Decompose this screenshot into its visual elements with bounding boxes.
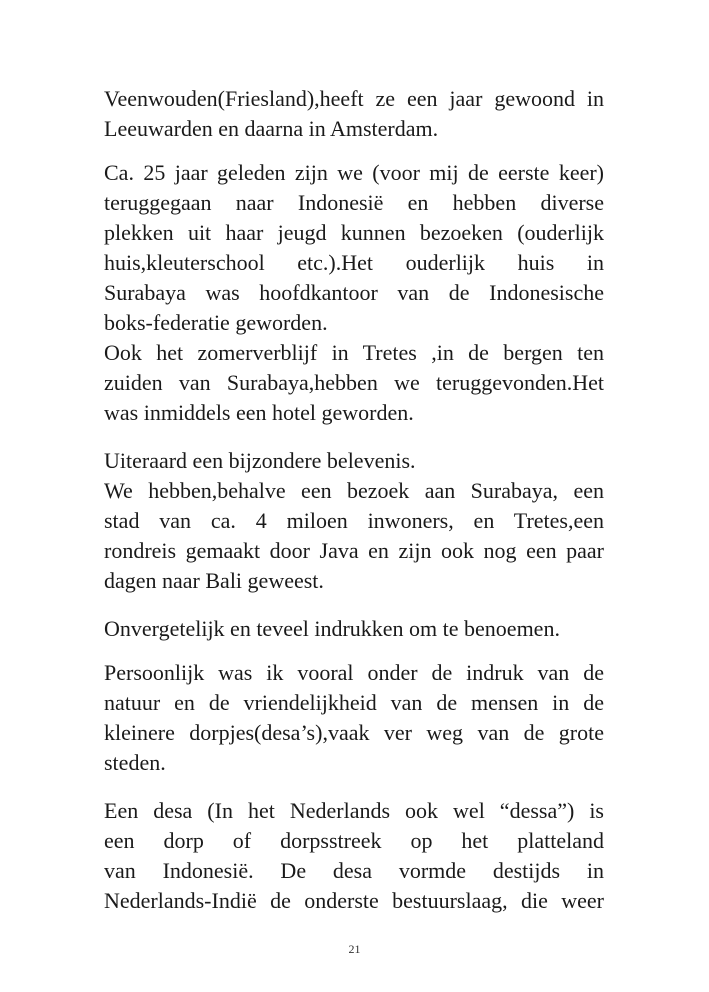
- text-line: Persoonlijk was ik vooral onder de indruk van de: [104, 660, 604, 685]
- text-line: van Indonesië. De desa vormde destijds in: [104, 858, 604, 883]
- text-line: Ook het zomerverblijf in Tretes ,in de bergen ten: [104, 340, 604, 365]
- text-line: Veenwouden(Friesland),heeft ze een jaar gewoond in: [104, 86, 604, 111]
- page-number: 21: [348, 942, 361, 956]
- text-line: Onvergetelijk en teveel indrukken om te benoemen.: [104, 616, 560, 641]
- text-line: Ca. 25 jaar geleden zijn we (voor mij de eerste keer): [104, 160, 604, 185]
- text-line: dagen naar Bali geweest.: [104, 568, 324, 593]
- text-line: huis,kleuterschool etc.).Het ouderlijk huis in: [104, 250, 604, 275]
- text-line: natuur en de vriendelijkheid van de mensen in de: [104, 690, 604, 715]
- text-line: een dorp of dorpsstreek op het platteland: [104, 828, 604, 853]
- text-line: Surabaya was hoofdkantoor van de Indonesische: [104, 280, 604, 305]
- text-line: stad van ca. 4 miloen inwoners, en Tretes,een: [104, 508, 604, 533]
- text-line: teruggegaan naar Indonesië en hebben diverse: [104, 190, 604, 215]
- text-line: was inmiddels een hotel geworden.: [104, 400, 414, 425]
- text-line: steden.: [104, 750, 166, 775]
- text-line: Leeuwarden en daarna in Amsterdam.: [104, 116, 439, 141]
- text-line: Nederlands-Indië de onderste bestuurslaag, die weer: [104, 888, 604, 913]
- text-line: rondreis gemaakt door Java en zijn ook nog een paar: [104, 538, 604, 563]
- text-line: boks-federatie geworden.: [104, 310, 328, 335]
- text-line: Uiteraard een bijzondere belevenis.: [104, 448, 416, 473]
- text-line: Een desa (In het Nederlands ook wel “dessa”) is: [104, 798, 604, 823]
- text-line: kleinere dorpjes(desa’s),vaak ver weg van de grote: [104, 720, 604, 745]
- text-line: We hebben,behalve een bezoek aan Surabaya, een: [104, 478, 604, 503]
- text-line: zuiden van Surabaya,hebben we teruggevonden.Het: [104, 370, 604, 395]
- text-line: plekken uit haar jeugd kunnen bezoeken (ouderlijk: [104, 220, 604, 245]
